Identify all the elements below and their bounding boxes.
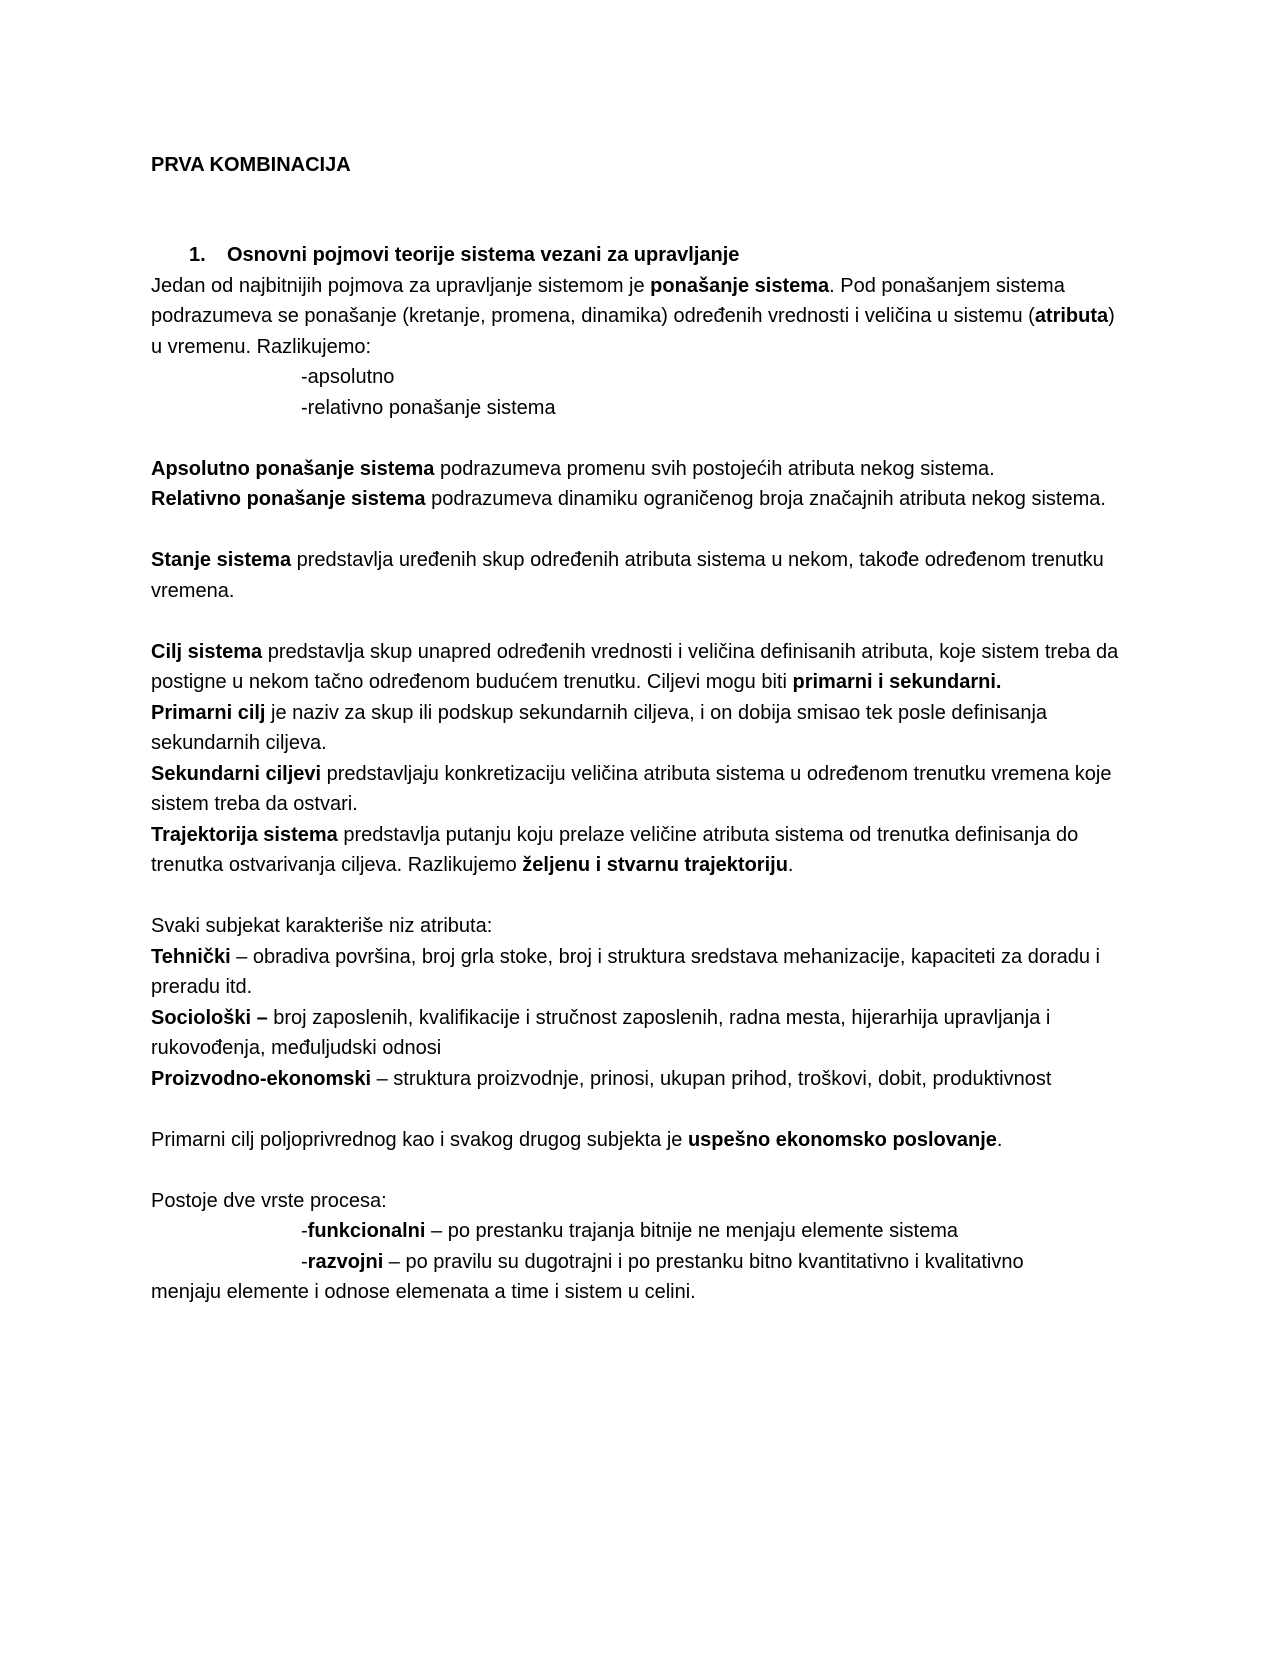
paragraph-socioloski [151,1003,1131,1064]
bold-term: Proizvodno-ekonomski [151,1067,372,1090]
text: ) u vremenu. Razlikujemo: [151,305,1115,358]
paragraph-tehnicki [151,942,1131,1003]
bold-term: željenu i stvarnu trajektoriju [522,854,788,876]
text: - [301,1250,308,1273]
text: – po prestanku trajanja bitnije ne menjaju elemente sistema [425,1220,958,1242]
text: - [301,1220,308,1242]
bold-term: Sekundarni ciljevi [151,762,322,785]
bold-term: atributa [1034,305,1109,327]
paragraph-proizvodno [151,1064,1131,1095]
paragraph-apsolutno [151,454,1131,485]
text: – struktura proizvodnje, prinosi, ukupan prihod, troškovi, dobit, produktivnost [371,1067,1052,1090]
paragraph-postoje: Postoje dve vrste procesa: [151,1189,387,1212]
text: predstavljaju konkretizaciju veličina atributa sistema u određenom trenutku vremena koje sistem treba da ostvari. [151,762,1112,815]
text: Primarni cilj poljoprivrednog kao i svakog drugog subjekta je [151,1128,688,1151]
text: . [787,854,794,876]
text: . [995,671,1002,693]
text: . Pod ponašanjem sistema podrazumeva se ponašanje (kretanje, promena, dinamika) određenih vrednosti i veličina u sistemu ( [151,274,1065,327]
paragraph-primarni [151,698,1131,759]
bold-term: Sociološki – [151,1006,268,1029]
text: predstavlja uređenih skup određenih atributa sistema u nekom, takođe određenom trenutku vremena. [151,549,1104,602]
list-item [151,1216,1131,1247]
spacer [151,1094,1131,1125]
document-title: PRVA KOMBINACIJA [151,154,351,176]
paragraph-continuation: menjaju elemente i odnose elemenata a time i sistem u celini. [151,1281,696,1303]
text: je naziv za skup ili podskup sekundarnih ciljeva, i on dobija smisao tek posle definisanja sekundarnih ciljeva. [151,701,1048,754]
section-heading-text: Osnovni pojmovi teorije sistema vezani za upravljanje [227,244,740,266]
bold-term: Stanje sistema [151,549,292,571]
paragraph-svaki: Svaki subjekat karakteriše niz atributa: [151,915,493,937]
spacer [151,606,1131,637]
paragraph-ponasanje [151,271,1131,363]
text: . [996,1128,1003,1151]
text: broj zaposlenih, kvalifikacije i stručnost zaposlenih, radna mesta, hijerarhija upravljanja i rukovođenja, međuljudski odnosi [151,1006,1051,1059]
text: podrazumeva promenu svih postojećih atributa nekog sistema. [434,457,995,480]
paragraph-sekundarni [151,759,1131,820]
spacer [151,515,1131,546]
list-item: -relativno ponašanje sistema [301,396,556,419]
spacer [151,1155,1131,1186]
bold-term: uspešno ekonomsko poslovanje [687,1128,997,1151]
text: Jedan od najbitnijih pojmova za upravljanje sistemom je [151,274,651,297]
list-item: -apsolutno [301,366,395,388]
paragraph-stanje [151,545,1131,606]
spacer [151,180,1131,240]
bold-term: funkcionalni [307,1220,426,1242]
paragraph-primarni-cilj [151,1125,1131,1156]
paragraph-relativno [151,484,1131,515]
text: – obradiva površina, broj grla stoke, broj i struktura sredstava mehanizacije, kapaciteti za doradu i preradu itd. [151,945,1100,998]
bold-term: ponašanje sistema [650,274,830,297]
bold-term: primarni i sekundarni [792,671,996,693]
text: predstavlja putanju koju prelaze veličine atributa sistema od trenutka definisanja do trenutka ostvarivanja ciljeva. Razlikujemo [151,823,1079,876]
section-heading [151,240,1131,271]
bold-term: Primarni cilj [151,701,266,724]
text: – po pravilu su dugotrajni i po prestanku bitno kvantitativno i kvalitativno [383,1250,1024,1273]
bold-term: Cilj sistema [151,640,263,663]
text: predstavlja skup unapred određenih vrednosti i veličina definisanih atributa, koje sistem treba da postigne u nekom tačno određenom budućem trenutku. Ciljevi mogu biti [151,640,1119,693]
spacer [151,881,1131,912]
section-number: 1. [189,244,206,266]
paragraph-trajektorija [151,820,1131,881]
bold-term: Tehnički [151,945,231,968]
bold-term: Apsolutno ponašanje sistema [151,457,435,480]
document-page [151,150,1131,1308]
bold-term: Relativno ponašanje sistema [151,488,426,510]
text: podrazumeva dinamiku ograničenog broja značajnih atributa nekog sistema. [425,488,1106,510]
spacer [151,423,1131,454]
paragraph-cilj [151,637,1131,698]
bold-term: Trajektorija sistema [151,823,338,846]
list-item [151,1247,1131,1278]
bold-term: razvojni [307,1250,384,1273]
